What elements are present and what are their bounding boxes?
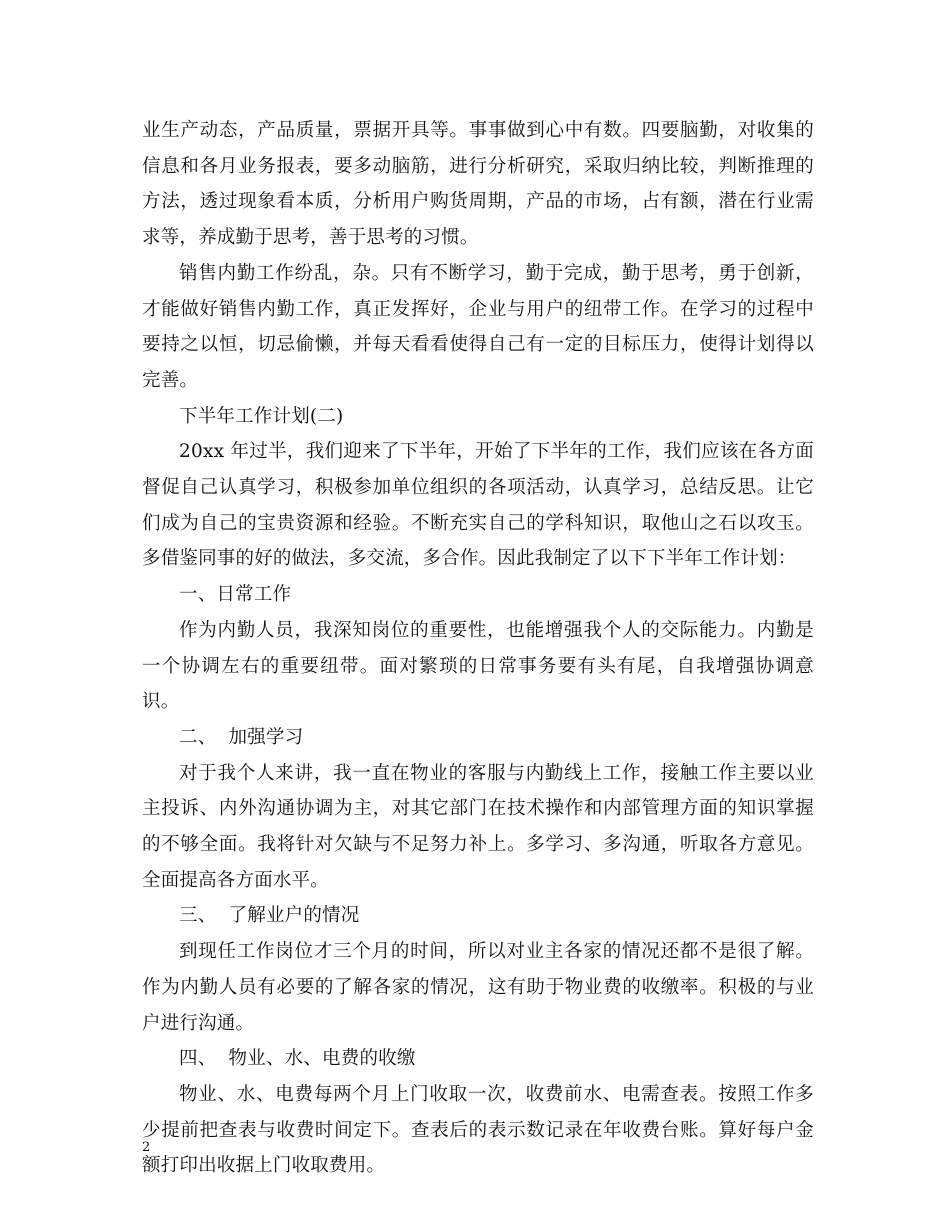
paragraph-daily-work: 作为内勤人员，我深知岗位的重要性，也能增强我个人的交际能力。内勤是一个协调左右的重要纽带。面对繁琐的日常事务要有头有尾，自我增强协调意识。: [142, 619, 814, 713]
page-number: 2: [142, 1140, 151, 1155]
paragraph-fee-collection: 物业、水、电费每两个月上门收取一次，收费前水、电需查表。按照工作多少提前把查表与收费时间定下。查表后的表示数记录在年收费台账。算好每户金额打印出收据上门收取费用。: [142, 1083, 814, 1177]
section-title-plan-two: 下半年工作计划(二): [179, 405, 344, 427]
heading-daily-work: 一、日常工作: [179, 584, 292, 606]
paragraph-continuation: 业生产动态，产品质量，票据开具等。事事做到心中有数。四要脑勤，对收集的信息和各月业务报表，要多动脑筋，进行分析研究，采取归纳比较，判断推理的方法，透过现象看本质，分析用户购货周期，产品的市场，占有额，潜在行业需求等，养成勤于思考，善于思考的习惯。: [142, 120, 814, 249]
document-body: [142, 113, 814, 1184]
heading-fee-collection: 四、 物业、水、电费的收缴: [179, 1048, 416, 1070]
paragraph-understand-residents: 到现任工作岗位才三个月的时间，所以对业主各家的情况还都不是很了解。作为内勤人员有必要的了解各家的情况，这有助于物业费的收缴率。积极的与业户进行沟通。: [142, 941, 814, 1034]
heading-strengthen-learning: 二、 加强学习: [179, 726, 304, 748]
paragraph-sales-office-work: 销售内勤工作纷乱，杂。只有不断学习，勤于完成，勤于思考，勇于创新，才能做好销售内勤工作，真正发挥好，企业与用户的纽带工作。在学习的过程中要持之以恒，切忌偷懒，并每天看看使得自己有一定的目标压力，使得计划得以完善。: [142, 262, 814, 391]
paragraph-plan-intro: 20xx 年过半，我们迎来了下半年，开始了下半年的工作，我们应该在各方面督促自己认真学习，积极参加单位组织的各项活动，认真学习，总结反思。让它们成为自己的宝贵资源和经验。不断充实自己的学科知识，取他山之石以攻玉。多借鉴同事的好的做法，多交流，多合作。因此我制定了以下下半年工作计划：: [142, 441, 814, 570]
heading-understand-residents: 三、 了解业户的情况: [179, 905, 360, 927]
paragraph-strengthen-learning: 对于我个人来讲，我一直在物业的客服与内勤线上工作，接触工作主要以业主投诉、内外沟通协调为主，对其它部门在技术操作和内部管理方面的知识掌握的不够全面。我将针对欠缺与不足努力补上。多学习、多沟通，听取各方意见。全面提高各方面水平。: [142, 762, 814, 891]
